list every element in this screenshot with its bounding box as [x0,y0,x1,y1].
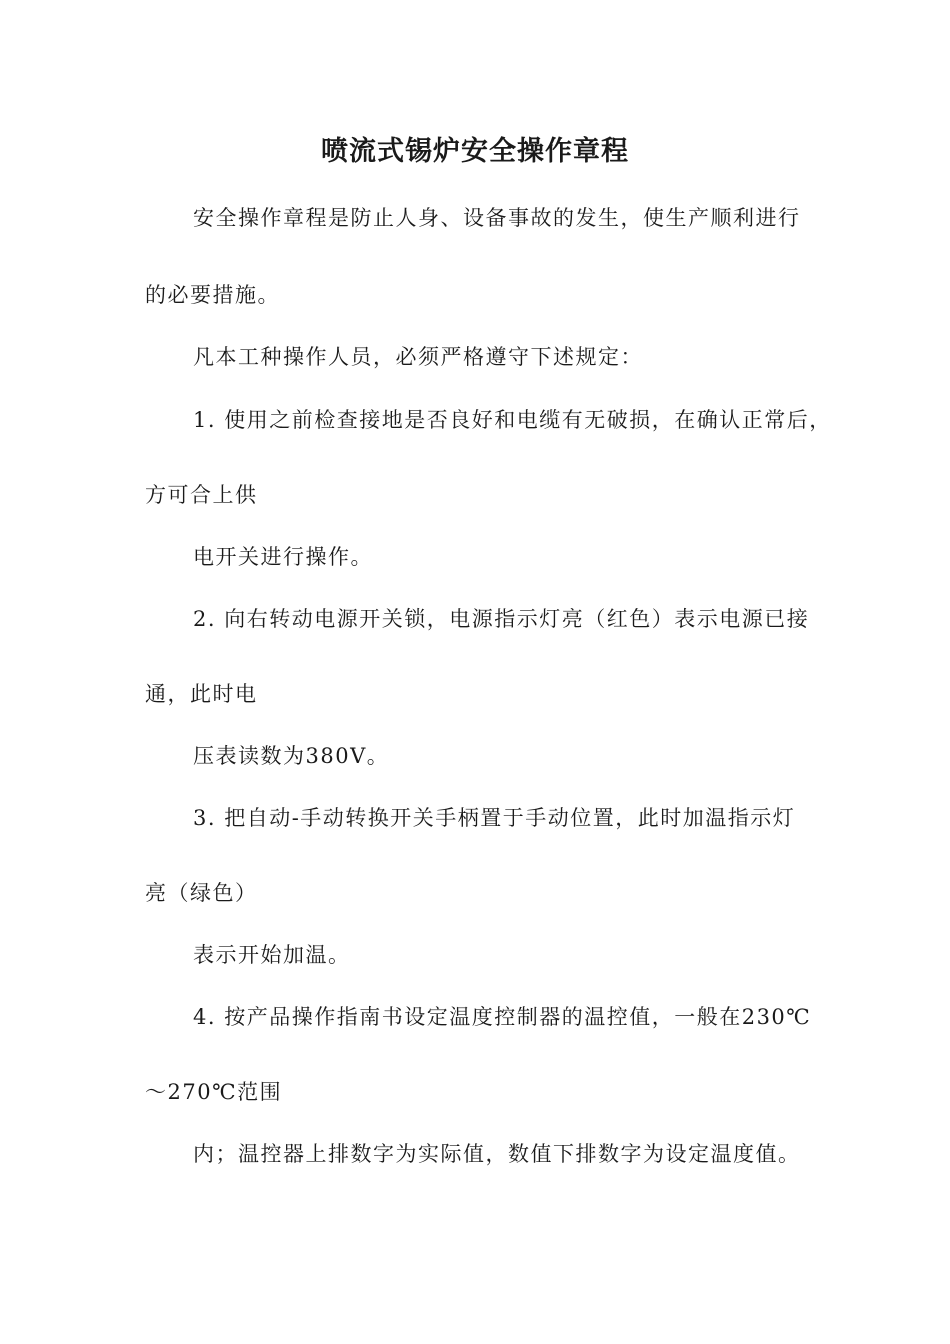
rule-3-line-2: 亮（绿色） [145,881,258,905]
rule-4-line-1: 4. 按产品操作指南书设定温度控制器的温控值，一般在230℃ [193,1005,812,1029]
rule-3-line-3: 表示开始加温。 [193,943,351,967]
rule-2-line-1: 2. 向右转动电源开关锁，电源指示灯亮（红色）表示电源已接 [193,607,810,631]
rule-3-line-1: 3. 把自动-手动转换开关手柄置于手动位置，此时加温指示灯 [193,806,796,830]
rule-2-line-2: 通，此时电 [145,682,258,706]
rule-2-line-3: 压表读数为380V。 [193,744,390,768]
paragraph-intro-line-1: 安全操作章程是防止人身、设备事故的发生，使生产顺利进行 [193,206,801,230]
paragraph-rule-intro: 凡本工种操作人员，必须严格遵守下述规定： [193,345,643,369]
rule-4-line-2: ～270℃范围 [145,1080,283,1104]
rule-1-line-3: 电开关进行操作。 [193,545,373,569]
rule-1-line-2: 方可合上供 [145,483,258,507]
rule-1-line-1: 1. 使用之前检查接地是否良好和电缆有无破损，在确认正常后， [193,408,832,432]
document-title: 喷流式锡炉安全操作章程 [321,136,629,167]
rule-4-line-3: 内；温控器上排数字为实际值，数值下排数字为设定温度值。 [193,1142,801,1166]
paragraph-intro-line-2: 的必要措施。 [145,283,280,307]
